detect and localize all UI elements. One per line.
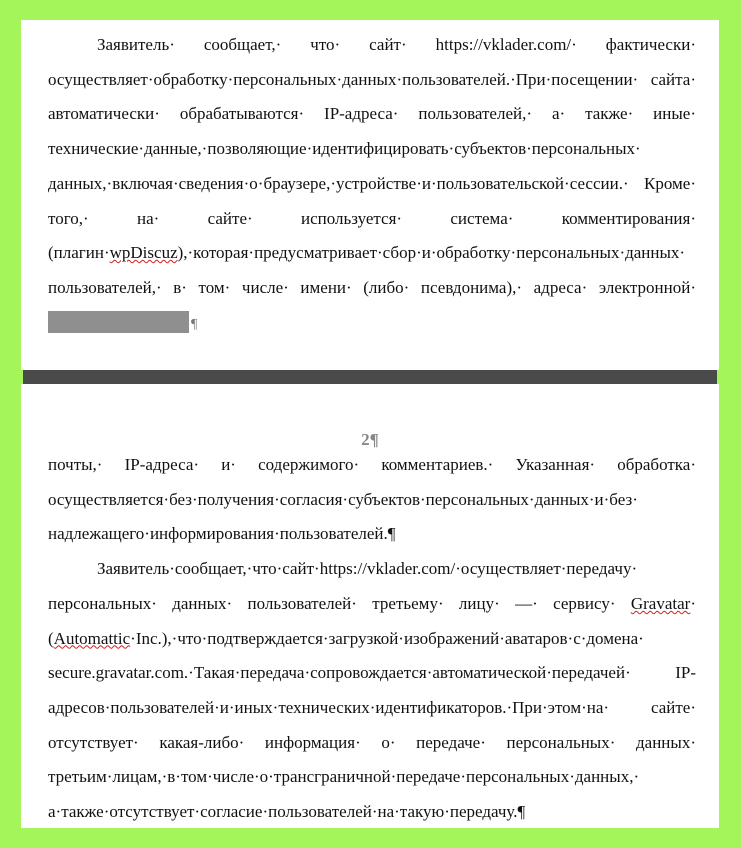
paragraph-2-rest: ·Inc.),·что·подтверждается·загрузкой·изображений·аватаров·с·домена· secure.gravatar.com.·Такая·передача·сопровождается·автоматической·передачей· IP-адресов·пользователей·и·иных·технических·идентификаторов.·При·этом·на· сайте· отсутствует· какая-либо· информация· о· передаче· персональных· данных· третьим·лицам,·в·том·числе·о·трансграничной·передаче·персональных·данных,· а·также·отсутствует·согласие·пользователей·на·такую·передачу.¶ [48,628,696,822]
paragraph-continuation: почты,· IP-адреса· и· содержимого· комментариев.· Указанная· обработка· осуществляется·без·получения·согласия·субъектов·персональных·данных·и·без· надлежащего·информирования·пользователей.¶ [48,455,696,544]
paragraph-2 [48,552,696,830]
paragraph-2-text: Заявитель·сообщает,·что·сайт·https://vklader.com/·осуществляет·передачу· персональных· данных· пользователей· третьему· лицу· —· сервису· [48,559,638,613]
document-page-1 [21,20,719,370]
redacted-block [48,311,189,333]
plugin-name: wpDiscuz [109,243,178,263]
page-2-text [48,448,696,830]
paragraph-2-mid: · ( [48,593,696,648]
paragraph-1-text: Заявитель· сообщает,· что· сайт· https://vklader.com/· фактически· осуществляет·обработку·персональных·данных·пользователей.·При·посещении· сайта· автоматически· обрабатываются· IP-адреса· пользователей,· а· также· иные· технические·данные,·позволяющие·идентифицировать·субъектов·персональных· данных,·включая·сведения·о·браузере,·устройстве·и·пользовательской·сессии.· Кроме· того,· на· сайте· используется· система· комментирования· (плагин· [48,35,696,263]
page-separator [23,370,717,384]
paragraph-1 [48,28,696,342]
document-page-2 [21,384,719,828]
page-1-text [48,28,696,342]
pilcrow-mark: ¶ [191,316,198,332]
page-number: 2¶ [361,430,379,449]
paragraph-1-continued: ),·которая·предусматривает·сбор·и·обработку·персональных·данных· пользователей,· в· том· числе· имени· (либо· псевдонима),· адреса· электронной· [48,243,696,297]
automattic-name: Automattic [53,628,131,648]
gravatar-name: Gravatar [630,593,691,613]
